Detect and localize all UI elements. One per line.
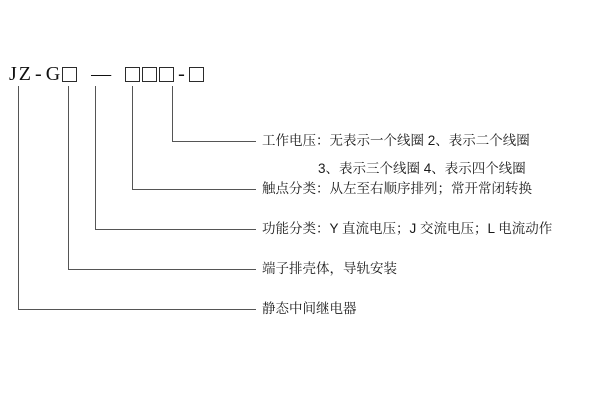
leader-line-product-horizontal	[18, 309, 256, 310]
code-dash-3: -	[178, 63, 185, 85]
model-code	[8, 62, 205, 86]
callout-function-classification: 功能分类：Y 直流电压；J 交流电压；L 电流动作	[262, 221, 553, 236]
code-box-group-1	[61, 67, 78, 82]
code-box	[142, 67, 157, 82]
code-dash-1: -	[35, 63, 42, 85]
leader-line-function-vertical	[95, 86, 96, 230]
code-box	[125, 67, 140, 82]
code-box-group-3	[188, 67, 205, 82]
leader-line-product-vertical	[18, 86, 19, 310]
leader-line-contact-vertical	[132, 86, 133, 190]
leader-line-function-horizontal	[95, 229, 256, 230]
leader-line-terminal-horizontal	[68, 269, 256, 270]
callout-terminal-housing: 端子排壳体，导轨安装	[262, 261, 397, 276]
leader-line-working-voltage-horizontal	[172, 141, 256, 142]
leader-line-working-voltage-vertical	[172, 86, 173, 142]
code-letter-g: G	[45, 63, 61, 85]
code-letter-z: Z	[18, 63, 32, 85]
code-box-group-2	[124, 67, 175, 82]
callout-working-voltage-line1: 工作电压：无表示一个线圈 2、表示二个线圈	[262, 133, 530, 148]
leader-line-contact-horizontal	[132, 189, 256, 190]
callout-product-name: 静态中间继电器	[262, 301, 357, 316]
code-box	[62, 67, 77, 82]
code-letter-j: J	[9, 63, 17, 85]
code-dash-2: —	[91, 63, 112, 85]
code-box	[159, 67, 174, 82]
leader-line-terminal-vertical	[68, 86, 69, 270]
callout-working-voltage-line2: 3、表示三个线圈 4、表示四个线圈	[318, 161, 526, 176]
code-box	[189, 67, 204, 82]
callout-contact-classification: 触点分类：从左至右顺序排列；常开常闭转换	[262, 181, 532, 196]
